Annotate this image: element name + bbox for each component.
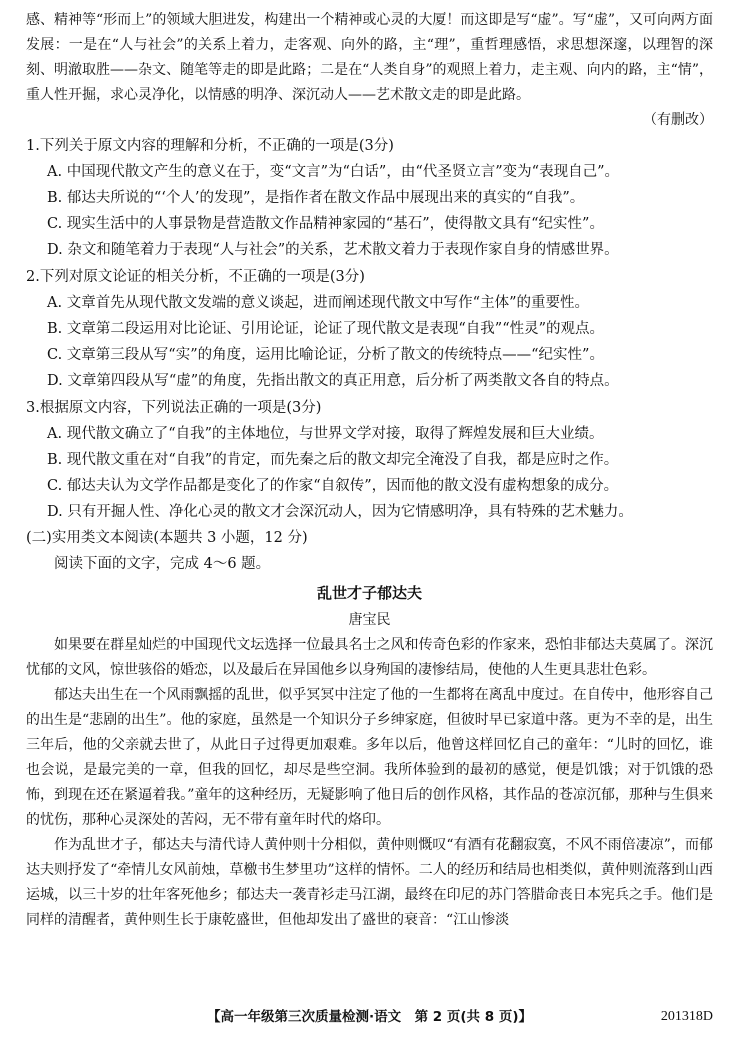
edit-note: （有删改）: [643, 112, 713, 128]
option-b: B. 现代散文重在对“自我”的肯定，而先秦之后的散文却完全淹没了自我，都是应时之作。: [47, 452, 619, 468]
option-c: C. 郁达夫认为文学作品都是变化了的作家“自叙传”，因而他的散文没有虚构想象的成分。: [47, 478, 619, 494]
article-paragraph-1: 如果要在群星灿烂的中国现代文坛选择一位最具名士之风和传奇色彩的作家来，恐怕非郁达夫莫属了。深沉忧郁的文风，惊世骇俗的婚恋，以及最后在异国他乡以身殉国的凄惨结局，使他的人生更具悲壮色彩。: [26, 637, 713, 678]
question-stem: 3.根据原文内容，下列说法正确的一项是(3分): [26, 400, 322, 416]
option-b: B. 郁达夫所说的“‘个人’的发现”，是指作者在散文作品中展现出来的真实的“自我”。: [47, 190, 585, 206]
section-instruction: 阅读下面的文字，完成 4～6 题。: [54, 556, 271, 572]
option-d: D. 杂文和随笔着力于表现“人与社会”的关系，艺术散文着力于表现作家自身的情感世界。: [47, 242, 619, 258]
article-title: 乱世才子郁达夫: [316, 584, 422, 602]
question-1: [26, 133, 713, 263]
footer-code: 201318D: [660, 1009, 713, 1024]
article-paragraph-3: 作为乱世才子，郁达夫与清代诗人黄仲则十分相似，黄仲则慨叹“有酒有花翻寂寞，不风不雨倍凄凉”，而郁达夫则抒发了“牵情儿女风前烛，草檄书生梦里功”这样的情怀。二人的经历和结局也相类似，黄仲则流落到山西运城，以三十岁的壮年客死他乡；郁达夫一袭青衫走马江湖，最终在印尼的苏门答腊命丧日本宪兵之手。他们是同样的清醒者，黄仲则生长于康乾盛世，但他却发出了盛世的衰音：“江山惨淡: [26, 837, 713, 928]
passage-continuation: 感、精神等“形而上”的领域大胆进发，构建出一个精神或心灵的大厦！而这即是写“虚”。写“虚”，又可向两方面发展：一是在“人与社会”的关系上着力，走客观、向外的路，主“理”，重哲理感悟，求思想深邃，以理智的深刻、明澈取胜——杂文、随笔等走的即是此路；二是在“人类自身”的观照上着力，走主观、向内的路，主“情”，重人性开掘，求心灵净化，以情感的明净、深沉动人——艺术散文走的即是此路。: [26, 12, 713, 103]
option-c: C. 文章第三段从写“实”的角度，运用比喻论证，分析了散文的传统特点——“纪实性”。: [47, 347, 604, 363]
question-stem: 1.下列关于原文内容的理解和分析，不正确的一项是(3分): [26, 138, 394, 154]
section-heading: (二)实用类文本阅读(本题共 3 小题，12 分): [26, 530, 308, 546]
option-a: A. 中国现代散文产生的意义在于，变“文言”为“白话”，由“代圣贤立言”变为“表现自己”。: [47, 164, 619, 180]
question-stem: 2.下列对原文论证的相关分析，不正确的一项是(3分): [26, 269, 365, 285]
question-3: [26, 395, 713, 525]
option-a: A. 文章首先从现代散文发端的意义谈起，进而阐述现代散文中写作“主体”的重要性。: [47, 295, 590, 311]
article-author: 唐宝民: [348, 612, 391, 628]
option-b: B. 文章第二段运用对比论证、引用论证，论证了现代散文是表现“自我”“性灵”的观点。: [47, 321, 605, 337]
option-a: A. 现代散文确立了“自我”的主体地位，与世界文学对接，取得了辉煌发展和巨大业绩。: [47, 426, 604, 442]
footer-page-info: 【高一年级第三次质量检测·语文 第 2 页(共 8 页)】: [206, 1009, 533, 1025]
option-c: C. 现实生活中的人事景物是营造散文作品精神家园的“基石”，使得散文具有“纪实性”。: [47, 216, 604, 232]
option-d: D. 文章第四段从写“虚”的角度，先指出散文的真正用意，后分析了两类散文各自的特点。: [47, 373, 619, 389]
article-paragraph-2: 郁达夫出生在一个风雨飘摇的乱世，似乎冥冥中注定了他的一生都将在离乱中度过。在自传中，他形容自己的出生是“悲剧的出生”。他的家庭，虽然是一个知识分子乡绅家庭，但彼时早已家道中落。更为不幸的是，出生三年后，他的父亲就去世了，从此日子过得更加艰难。多年以后，他曾这样回忆自己的童年：“儿时的回忆，谁也会说，是最完美的一章，但我的回忆，却尽是些空洞。我所体验到的最初的感觉，便是饥饿；对于饥饿的恐怖，到现在还在紧逼着我。”童年的这种经历，无疑影响了他日后的创作风格，其作品的苍凉沉郁，那种与生俱来的忧伤，那种心灵深处的苦闷，无不带有童年时代的烙印。: [26, 687, 713, 828]
option-d: D. 只有开掘人性、净化心灵的散文才会深沉动人，因为它情感明净，具有特殊的艺术魅力。: [47, 504, 633, 520]
question-2: [26, 264, 713, 394]
page-footer: [26, 1004, 713, 1030]
